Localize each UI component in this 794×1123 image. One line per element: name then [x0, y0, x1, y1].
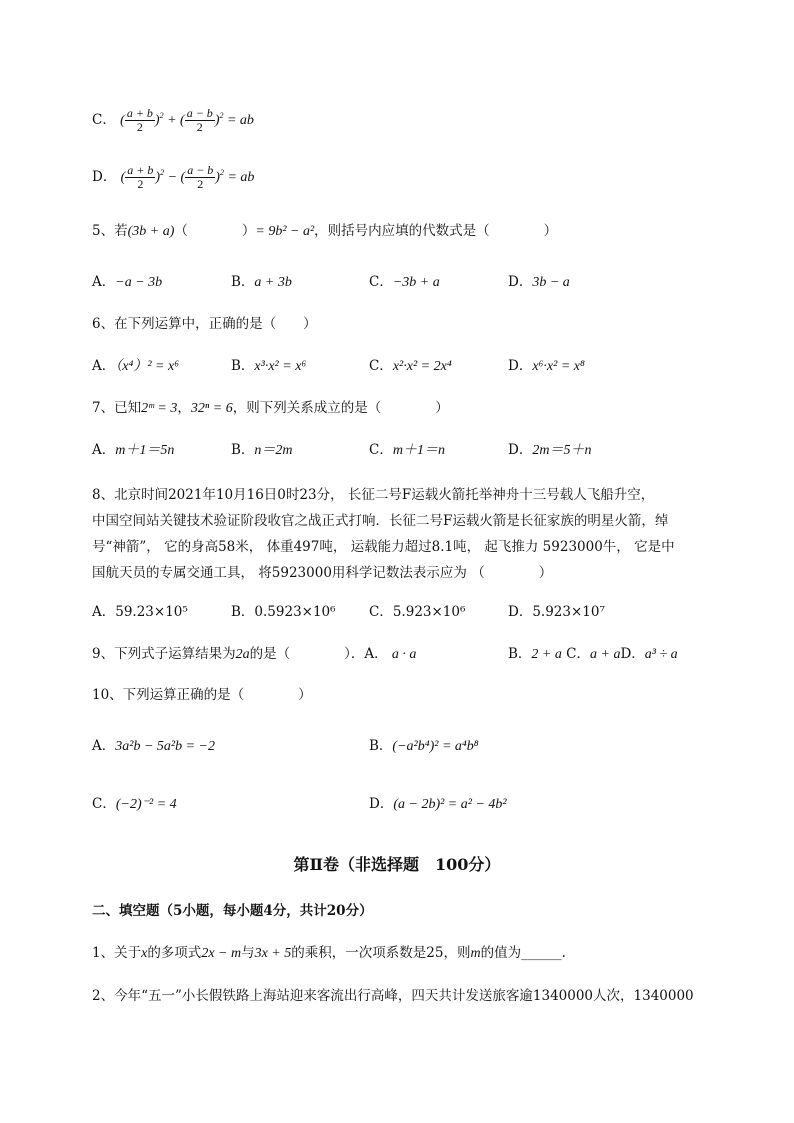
q7-option-b: B．n＝2m [231, 442, 293, 458]
q6-option-d: D．x⁶·x² = x⁸ [508, 358, 585, 374]
q6-stem: 6、在下列运算中，正确的是（ ） [92, 316, 317, 332]
q8-option-b: B．0.5923×10⁶ [231, 604, 336, 620]
q6-option-b: B．x³·x² = x⁶ [231, 358, 307, 374]
q10-option-c: C．(−2)⁻² = 4 [92, 796, 177, 812]
q8-option-c: C．5.923×10⁶ [369, 604, 466, 620]
q4-option-d: D． ( $\frac{a + b}{2}$ )$^2$ − ( $\frac{a - b}{2}$ )$^2$ = ab [92, 163, 255, 191]
option-label: C． [92, 112, 116, 128]
q7-option-a: A．m＋1＝5n [92, 442, 175, 458]
fraction: $\frac{a - b}{2}$ [187, 163, 214, 191]
fill-q1: 1、关于x的多项式2x − m与3x + 5的乘积，一次项系数是25，则m的值为______. [92, 945, 566, 961]
q5-option-d: D．3b − a [508, 274, 570, 290]
q6-option-c: C．x²·x² = 2x⁴ [369, 358, 452, 374]
q9-stem: 9、下列式子运算结果为2a的是（ ）．A． a · a [92, 646, 417, 662]
q8-stem: 8、北京时间2021年10月16日0时23分， 长征二号F运载火箭托举神舟十三号载人飞船升空， 中国空间站关键技术验证阶段收官之战正式打响．长征二号F运载火箭是长征家族的明星火箭，绰 号“神箭”， 它的身高58米， 体重497吨， 运载能力超过8.1吨， 起飞推力 5923000牛， 它是中 国航天员的专属交通工具， 将5923000用科学记数法表示应为 （ ） [92, 487, 675, 581]
q9-options-bcd: B．2 + a C．a + aD．a³ ÷ a [508, 646, 678, 662]
fill-q2: 2、今年“五一”小长假铁路上海站迎来客流出行高峰，四天共计发送旅客逾1340000人次，1340000 [92, 988, 694, 1004]
q10-option-d: D．(a − 2b)² = a² − 4b² [369, 796, 507, 812]
q8-option-d: D．5.923×10⁷ [508, 604, 605, 620]
q7-stem: 7、已知2ᵐ = 3，32ⁿ = 6，则下列关系成立的是（ ） [92, 400, 449, 416]
fraction: $\frac{a + b}{2}$ [126, 106, 153, 134]
fraction: $\frac{a + b}{2}$ [127, 163, 154, 191]
q10-option-a: A．3a²b − 5a²b = −2 [92, 738, 215, 754]
fraction: $\frac{a - b}{2}$ [186, 106, 213, 134]
q5-option-b: B．a + 3b [231, 274, 292, 290]
section-heading: 二、填空题（5小题，每小题4分，共计20分） [92, 903, 373, 919]
q7-option-c: C．m＋1＝n [369, 442, 445, 458]
q10-option-b: B．(−a²b⁴)² = a⁴b⁸ [369, 738, 479, 754]
q6-option-a: A．（x⁴）² = x⁶ [92, 358, 180, 374]
q10-stem: 10、下列运算正确的是（ ） [92, 687, 312, 703]
q5-option-a: A．−a − 3b [92, 274, 163, 290]
q4-option-c: C． ( $\frac{a + b}{2}$ )$^2$ + ( $\frac{a - b}{2}$ )$^2$ = ab [92, 106, 254, 134]
section-title: 第Ⅱ卷（非选择题 100分） [293, 855, 501, 874]
q8-option-a: A．59.23×10⁵ [92, 604, 188, 620]
option-label: D． [92, 169, 117, 185]
q5-option-c: C．−3b + a [369, 274, 440, 290]
q7-option-d: D．2m＝5＋n [508, 442, 592, 458]
q5-stem: 5、若(3b + a)（ ）= 9b² − a²，则括号内应填的代数式是（ ） [92, 223, 558, 239]
